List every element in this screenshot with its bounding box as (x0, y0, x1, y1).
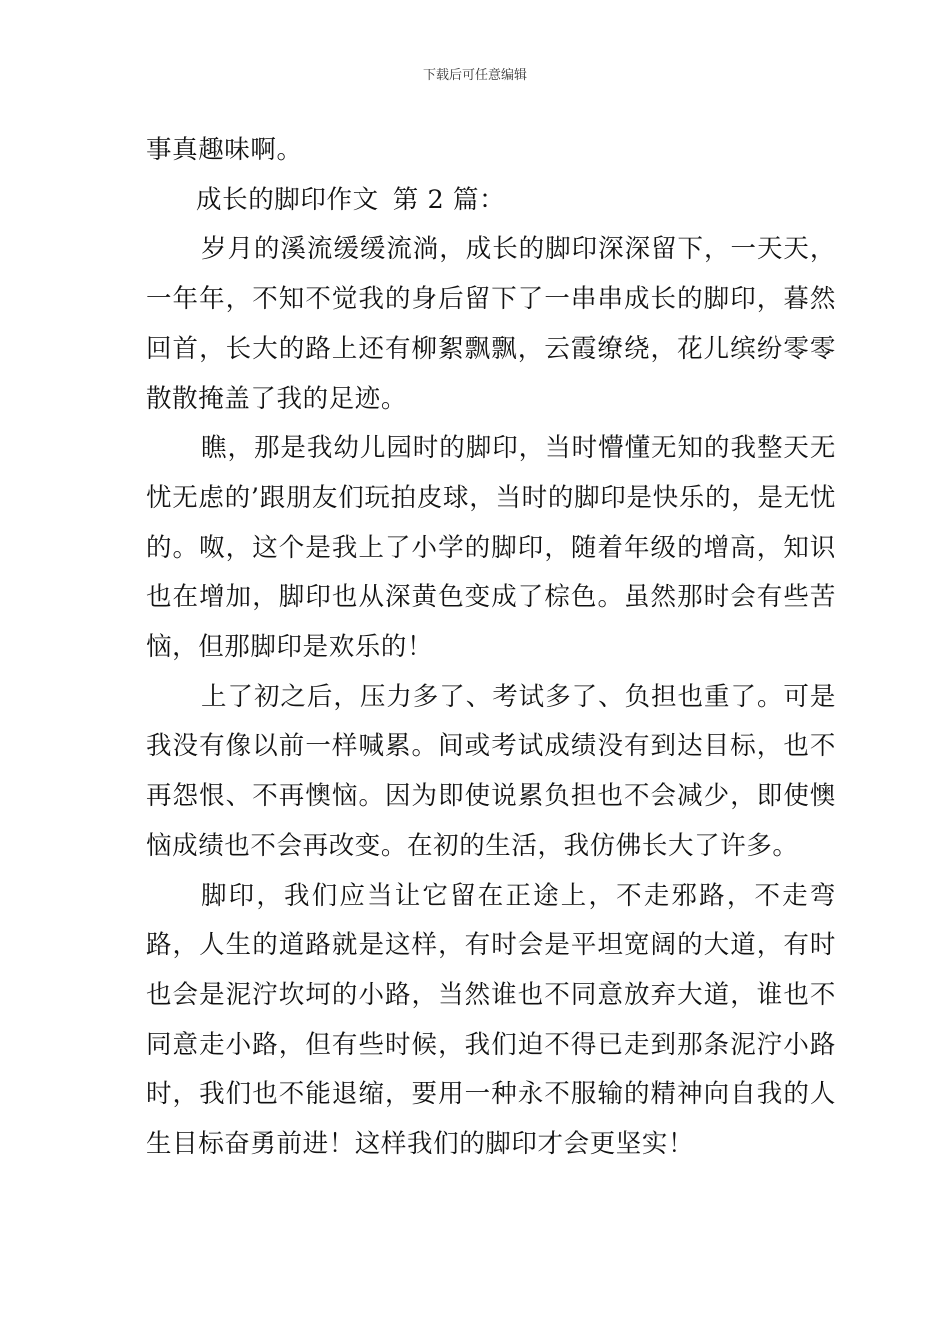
paragraph-1: 岁月的溪流缓缓流淌，成长的脚印深深留下，一天天，一年年，不知不觉我的身后留下了一串串成长的脚印，暮然回首，长大的路上还有柳絮飘飘，云霞缭绕，花儿缤纷零零散散掩盖了我的足迹。 (146, 234, 836, 414)
document-body (146, 126, 836, 1170)
article-number: 第 2 篇： (392, 184, 506, 215)
page-header: 下载后可任意编辑 (422, 68, 527, 83)
article-title (146, 176, 836, 226)
paragraph-3: 上了初之后，压力多了、考试多了、负担也重了。可是我没有像以前一样喊累。间或考试成绩没有到达目标，也不再怨恨、不再懊恼。因为即使说累负担也不会减少，即使懊恼成绩也不会再改变。在初的生活，我仿佛长大了许多。 (146, 681, 836, 861)
paragraph-continuation: 事真趣味啊。 (146, 135, 303, 165)
paragraph-4: 脚印，我们应当让它留在正途上，不走邪路，不走弯路，人生的道路就是这样，有时会是平坦宽阔的大道，有时也会是泥泞坎坷的小路，当然谁也不同意放弃大道，谁也不同意走小路，但有些时候，我们迫不得已走到那条泥泞小路时，我们也不能退缩，要用一种永不服输的精神向自我的人生目标奋勇前进！这样我们的脚印才会更坚实！ (146, 880, 836, 1160)
article-title-text: 成长的脚印作文 (196, 184, 379, 215)
paragraph-2: 瞧，那是我幼儿园时的脚印，当时懵懂无知的我整天无忧无虑的’跟朋友们玩拍皮球，当时的脚印是快乐的，是无忧的。呶，这个是我上了小学的脚印，随着年级的增高，知识也在增加，脚印也从深黄色变成了棕色。虽然那时会有些苦恼，但那脚印是欢乐的！ (146, 433, 836, 663)
